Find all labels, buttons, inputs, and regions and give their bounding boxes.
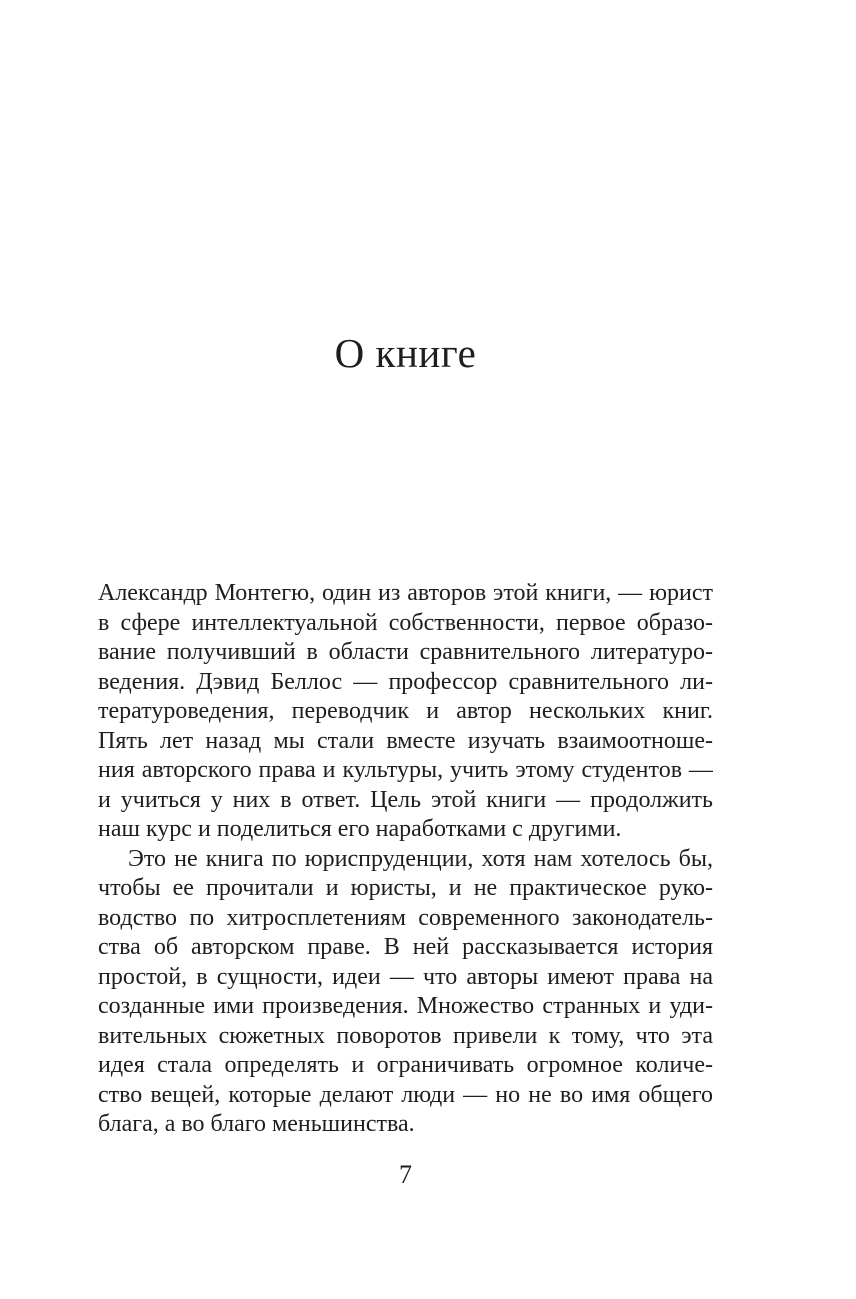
text-line: водство по хитросплетениям современного законодатель- <box>98 904 713 931</box>
text-line: в сфере интеллектуальной собственности, первое образо- <box>98 609 713 636</box>
page-number: 7 <box>399 1160 412 1189</box>
text-line: идея стала определять и ограничивать огромное количе- <box>98 1052 713 1078</box>
paragraph-1 <box>98 579 713 845</box>
text-line: блага, а во благо меньшинства. <box>98 1111 415 1137</box>
text-line: ведения. Дэвид Беллос — профессор сравнительного ли- <box>98 668 713 695</box>
text-line: вание получивший в области сравнительного литературо- <box>98 639 713 665</box>
text-line: простой, в сущности, идеи — что авторы имеют права на <box>98 963 713 990</box>
text-line: Александр Монтегю, один из авторов этой книги, — юрист <box>98 580 713 606</box>
text-line: созданные ими произведения. Множество странных и уди- <box>98 993 713 1019</box>
text-line: ства об авторском праве. В ней рассказывается история <box>98 934 713 960</box>
paragraph-2 <box>98 845 713 1140</box>
text-line: наш курс и поделиться его наработками с другими. <box>98 816 622 842</box>
text-line: и учиться у них в ответ. Цель этой книги — продолжить <box>98 786 713 813</box>
text-line: Это не книга по юриспруденции, хотя нам хотелось бы, <box>128 845 713 872</box>
text-line: чтобы ее прочитали и юристы, и не практическое руко- <box>98 875 713 901</box>
text-line: тературоведения, переводчик и автор нескольких книг. <box>98 698 713 724</box>
text-line: вительных сюжетных поворотов привели к тому, что эта <box>98 1022 713 1049</box>
body-text <box>98 579 713 1140</box>
chapter-title: О книге <box>334 330 477 376</box>
text-line: ство вещей, которые делают люди — но не во имя общего <box>98 1081 713 1108</box>
text-line: Пять лет назад мы стали вместе изучать взаимоотноше- <box>98 727 713 754</box>
text-line: ния авторского права и культуры, учить этому студентов — <box>98 757 713 783</box>
